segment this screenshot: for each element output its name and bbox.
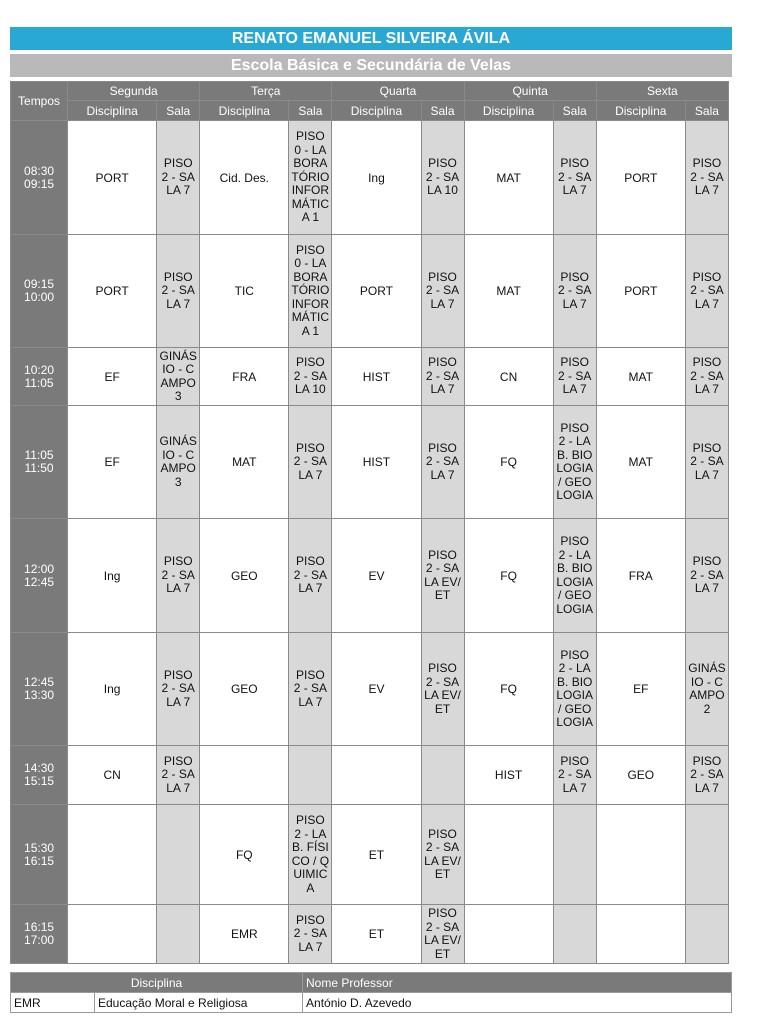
subject-cell: EV [332, 633, 421, 746]
time-start: 12:00 [24, 561, 55, 576]
room-label: PISO 2 - SALA 7 [161, 269, 195, 311]
room-label: PISO 2 - SALA 7 [425, 440, 460, 482]
time-start: 15:30 [24, 840, 55, 855]
room-label: PISO 2 - SALA 7 [293, 667, 328, 709]
time-start: 09:15 [24, 277, 55, 291]
subject-cell: FQ [200, 805, 289, 905]
room-label: PISO 2 - SALA 7 [690, 269, 724, 311]
room-cell [553, 905, 596, 964]
disciplina-header: Disciplina [200, 101, 289, 121]
schedule-table [10, 81, 729, 964]
time-slot [11, 235, 68, 348]
subject-cell: PORT [596, 121, 685, 235]
subject-cell: ET [332, 805, 421, 905]
subject-cell: EMR [200, 905, 289, 964]
room-label: PISO 2 - SALA 7 [293, 554, 328, 596]
room-cell [289, 746, 332, 805]
room-label: PISO 2 - LAB. BIOLOGIA / GEOLOGIA [556, 647, 594, 729]
subject-cell: HIST [464, 746, 553, 805]
room-cell [553, 406, 596, 519]
room-label: PISO 2 - SALA 10 [293, 355, 328, 397]
legend-professor-name: António D. Azevedo [303, 993, 732, 1013]
legend-subject-name: Educação Moral e Religiosa [95, 993, 303, 1013]
day-header-segunda: Segunda [68, 82, 200, 101]
subject-cell [596, 905, 685, 964]
room-cell [553, 519, 596, 633]
subject-cell [596, 805, 685, 905]
subject-cell [68, 805, 157, 905]
room-label: PISO 2 - SALA 7 [293, 440, 328, 482]
subject-cell: PORT [596, 235, 685, 348]
subject-cell: CN [68, 746, 157, 805]
room-cell [685, 805, 728, 905]
room-cell [421, 805, 464, 905]
room-label: PISO 2 - SALA 7 [161, 753, 195, 795]
time-slot [11, 519, 68, 633]
subject-cell: FRA [200, 348, 289, 406]
room-cell [157, 121, 200, 235]
room-label: PISO 2 - SALA 7 [161, 554, 195, 596]
room-cell [289, 805, 332, 905]
room-label: PISO 2 - SALA 7 [425, 355, 460, 397]
room-cell [157, 633, 200, 746]
room-cell [685, 121, 728, 235]
day-header-quarta: Quarta [332, 82, 464, 101]
room-label: GINÁSIO - CAMPO 2 [688, 661, 726, 716]
room-cell [553, 348, 596, 406]
room-label: PISO 2 - SALA 7 [161, 156, 195, 198]
subject-cell: FRA [596, 519, 685, 633]
room-label: PISO 2 - LAB. FÍSICO / QUIMICA [291, 813, 330, 895]
room-cell [289, 519, 332, 633]
time-end: 11:50 [24, 461, 54, 475]
tempos-header: Tempos [11, 82, 68, 121]
time-end: 10:00 [24, 290, 55, 304]
room-label: PISO 2 - SALA 7 [425, 269, 460, 311]
time-slot [11, 633, 68, 746]
room-label: GINÁSIO - CAMPO 3 [159, 348, 197, 403]
room-cell [157, 348, 200, 406]
schedule-row [11, 746, 729, 805]
subject-cell: FQ [464, 406, 553, 519]
school-name-banner [10, 54, 732, 77]
time-slot [11, 348, 68, 406]
sala-header: Sala [289, 101, 332, 121]
legend-code: EMR [11, 993, 95, 1013]
room-label: PISO 2 - SALA 7 [558, 269, 592, 311]
room-cell [685, 348, 728, 406]
legend-row [11, 993, 732, 1013]
subject-cell: GEO [200, 633, 289, 746]
room-label: PISO 2 - LAB. BIOLOGIA / GEOLOGIA [556, 420, 594, 502]
time-start: 10:20 [24, 362, 55, 377]
time-start: 11:05 [24, 448, 54, 462]
schedule-row [11, 406, 729, 519]
room-cell [157, 406, 200, 519]
room-label: PISO 2 - SALA 7 [293, 912, 328, 954]
time-start: 08:30 [24, 163, 55, 178]
room-cell [289, 121, 332, 235]
room-cell [553, 121, 596, 235]
subject-cell: MAT [596, 406, 685, 519]
disciplina-header: Disciplina [68, 101, 157, 121]
legend-table [10, 972, 732, 1013]
time-slot [11, 805, 68, 905]
room-label: PISO 2 - SALA 7 [690, 440, 724, 482]
room-cell [421, 235, 464, 348]
room-cell [289, 235, 332, 348]
room-cell [157, 805, 200, 905]
subject-cell: HIST [332, 348, 421, 406]
room-cell [421, 905, 464, 964]
day-header-quinta: Quinta [464, 82, 596, 101]
room-label: PISO 2 - SALA 7 [161, 667, 195, 709]
subject-cell: GEO [596, 746, 685, 805]
room-cell [421, 746, 464, 805]
subject-cell [332, 746, 421, 805]
subject-cell: FQ [464, 519, 553, 633]
subject-cell: FQ [464, 633, 553, 746]
time-start: 16:15 [24, 920, 55, 934]
subject-cell: Ing [68, 633, 157, 746]
time-end: 15:15 [24, 774, 55, 788]
room-label: PISO 2 - SALA EV/ET [424, 547, 461, 602]
subject-cell: Cid. Des. [200, 121, 289, 235]
room-label: PISO 2 - SALA 7 [558, 156, 592, 198]
room-cell [157, 235, 200, 348]
subject-cell: GEO [200, 519, 289, 633]
subject-cell: MAT [200, 406, 289, 519]
room-label: PISO 2 - SALA 7 [690, 156, 724, 198]
time-start: 12:45 [24, 675, 55, 689]
room-label: PISO 2 - SALA EV/ET [424, 906, 461, 961]
room-label: PISO 2 - SALA 7 [690, 753, 724, 795]
subject-cell [464, 805, 553, 905]
room-cell [421, 519, 464, 633]
disciplina-header: Disciplina [464, 101, 553, 121]
disciplina-header: Disciplina [596, 101, 685, 121]
room-label: PISO 2 - SALA 7 [558, 355, 592, 397]
room-cell [421, 406, 464, 519]
subject-cell: EF [596, 633, 685, 746]
subject-cell [200, 746, 289, 805]
room-label: PISO 0 - LABORATÓRIO INFORMÁTICA 1 [291, 129, 330, 225]
time-end: 16:15 [24, 853, 55, 868]
room-cell [421, 121, 464, 235]
room-cell [685, 905, 728, 964]
room-label: PISO 2 - SALA EV/ET [424, 826, 461, 881]
time-slot [11, 905, 68, 964]
room-label: PISO 2 - SALA 7 [690, 554, 724, 596]
time-end: 13:30 [24, 688, 55, 702]
room-cell [421, 633, 464, 746]
subject-cell: EV [332, 519, 421, 633]
room-cell [157, 905, 200, 964]
legend-disciplina-header: Disciplina [11, 973, 303, 993]
subject-cell: PORT [332, 235, 421, 348]
sala-header: Sala [685, 101, 728, 121]
room-label: PISO 2 - SALA 10 [425, 156, 460, 198]
time-slot [11, 406, 68, 519]
time-end: 11:05 [24, 375, 54, 390]
schedule-row [11, 235, 729, 348]
subject-cell: MAT [596, 348, 685, 406]
sala-header: Sala [157, 101, 200, 121]
room-cell [289, 633, 332, 746]
room-label: PISO 2 - SALA 7 [690, 355, 724, 397]
subject-cell: HIST [332, 406, 421, 519]
room-cell [553, 633, 596, 746]
time-slot [11, 746, 68, 805]
schedule-row [11, 905, 729, 964]
room-cell [685, 746, 728, 805]
subject-cell: MAT [464, 235, 553, 348]
school-name: Escola Básica e Secundária de Velas [230, 56, 512, 74]
subject-cell: Ing [332, 121, 421, 235]
disciplina-header: Disciplina [332, 101, 421, 121]
subject-cell: EF [68, 406, 157, 519]
subject-cell: TIC [200, 235, 289, 348]
time-start: 14:30 [24, 761, 55, 775]
subject-cell: MAT [464, 121, 553, 235]
schedule-row [11, 519, 729, 633]
subject-cell: Ing [68, 519, 157, 633]
room-cell [685, 519, 728, 633]
room-label: PISO 2 - SALA 7 [558, 753, 592, 795]
schedule-row [11, 805, 729, 905]
schedule-row [11, 348, 729, 406]
room-cell [685, 235, 728, 348]
time-end: 17:00 [24, 933, 55, 947]
subject-cell: ET [332, 905, 421, 964]
sala-header: Sala [421, 101, 464, 121]
room-label: PISO 2 - LAB. BIOLOGIA / GEOLOGIA [556, 534, 594, 616]
schedule-row [11, 121, 729, 235]
room-cell [685, 633, 728, 746]
time-slot [11, 121, 68, 235]
room-cell [685, 406, 728, 519]
room-cell [289, 348, 332, 406]
room-label: GINÁSIO - CAMPO 3 [159, 434, 197, 489]
room-cell [157, 519, 200, 633]
subject-cell: PORT [68, 121, 157, 235]
room-cell [289, 905, 332, 964]
time-end: 12:45 [24, 574, 55, 589]
day-header-terca: Terça [200, 82, 332, 101]
room-cell [421, 348, 464, 406]
subject-cell [68, 905, 157, 964]
room-cell [553, 746, 596, 805]
room-label: PISO 2 - SALA EV/ET [424, 661, 461, 716]
schedule-row [11, 633, 729, 746]
subject-cell [464, 905, 553, 964]
subject-cell: CN [464, 348, 553, 406]
subject-cell: PORT [68, 235, 157, 348]
room-cell [553, 805, 596, 905]
legend-professor-header: Nome Professor [303, 973, 732, 993]
room-cell [553, 235, 596, 348]
room-cell [289, 406, 332, 519]
room-cell [157, 746, 200, 805]
student-name: RENATO EMANUEL SILVEIRA ÁVILA [231, 29, 511, 47]
subject-cell: EF [68, 348, 157, 406]
day-header-sexta: Sexta [596, 82, 728, 101]
time-end: 09:15 [24, 176, 55, 191]
room-label: PISO 0 - LABORATÓRIO INFORMÁTICA 1 [291, 242, 330, 338]
student-name-banner [10, 27, 732, 50]
sala-header: Sala [553, 101, 596, 121]
